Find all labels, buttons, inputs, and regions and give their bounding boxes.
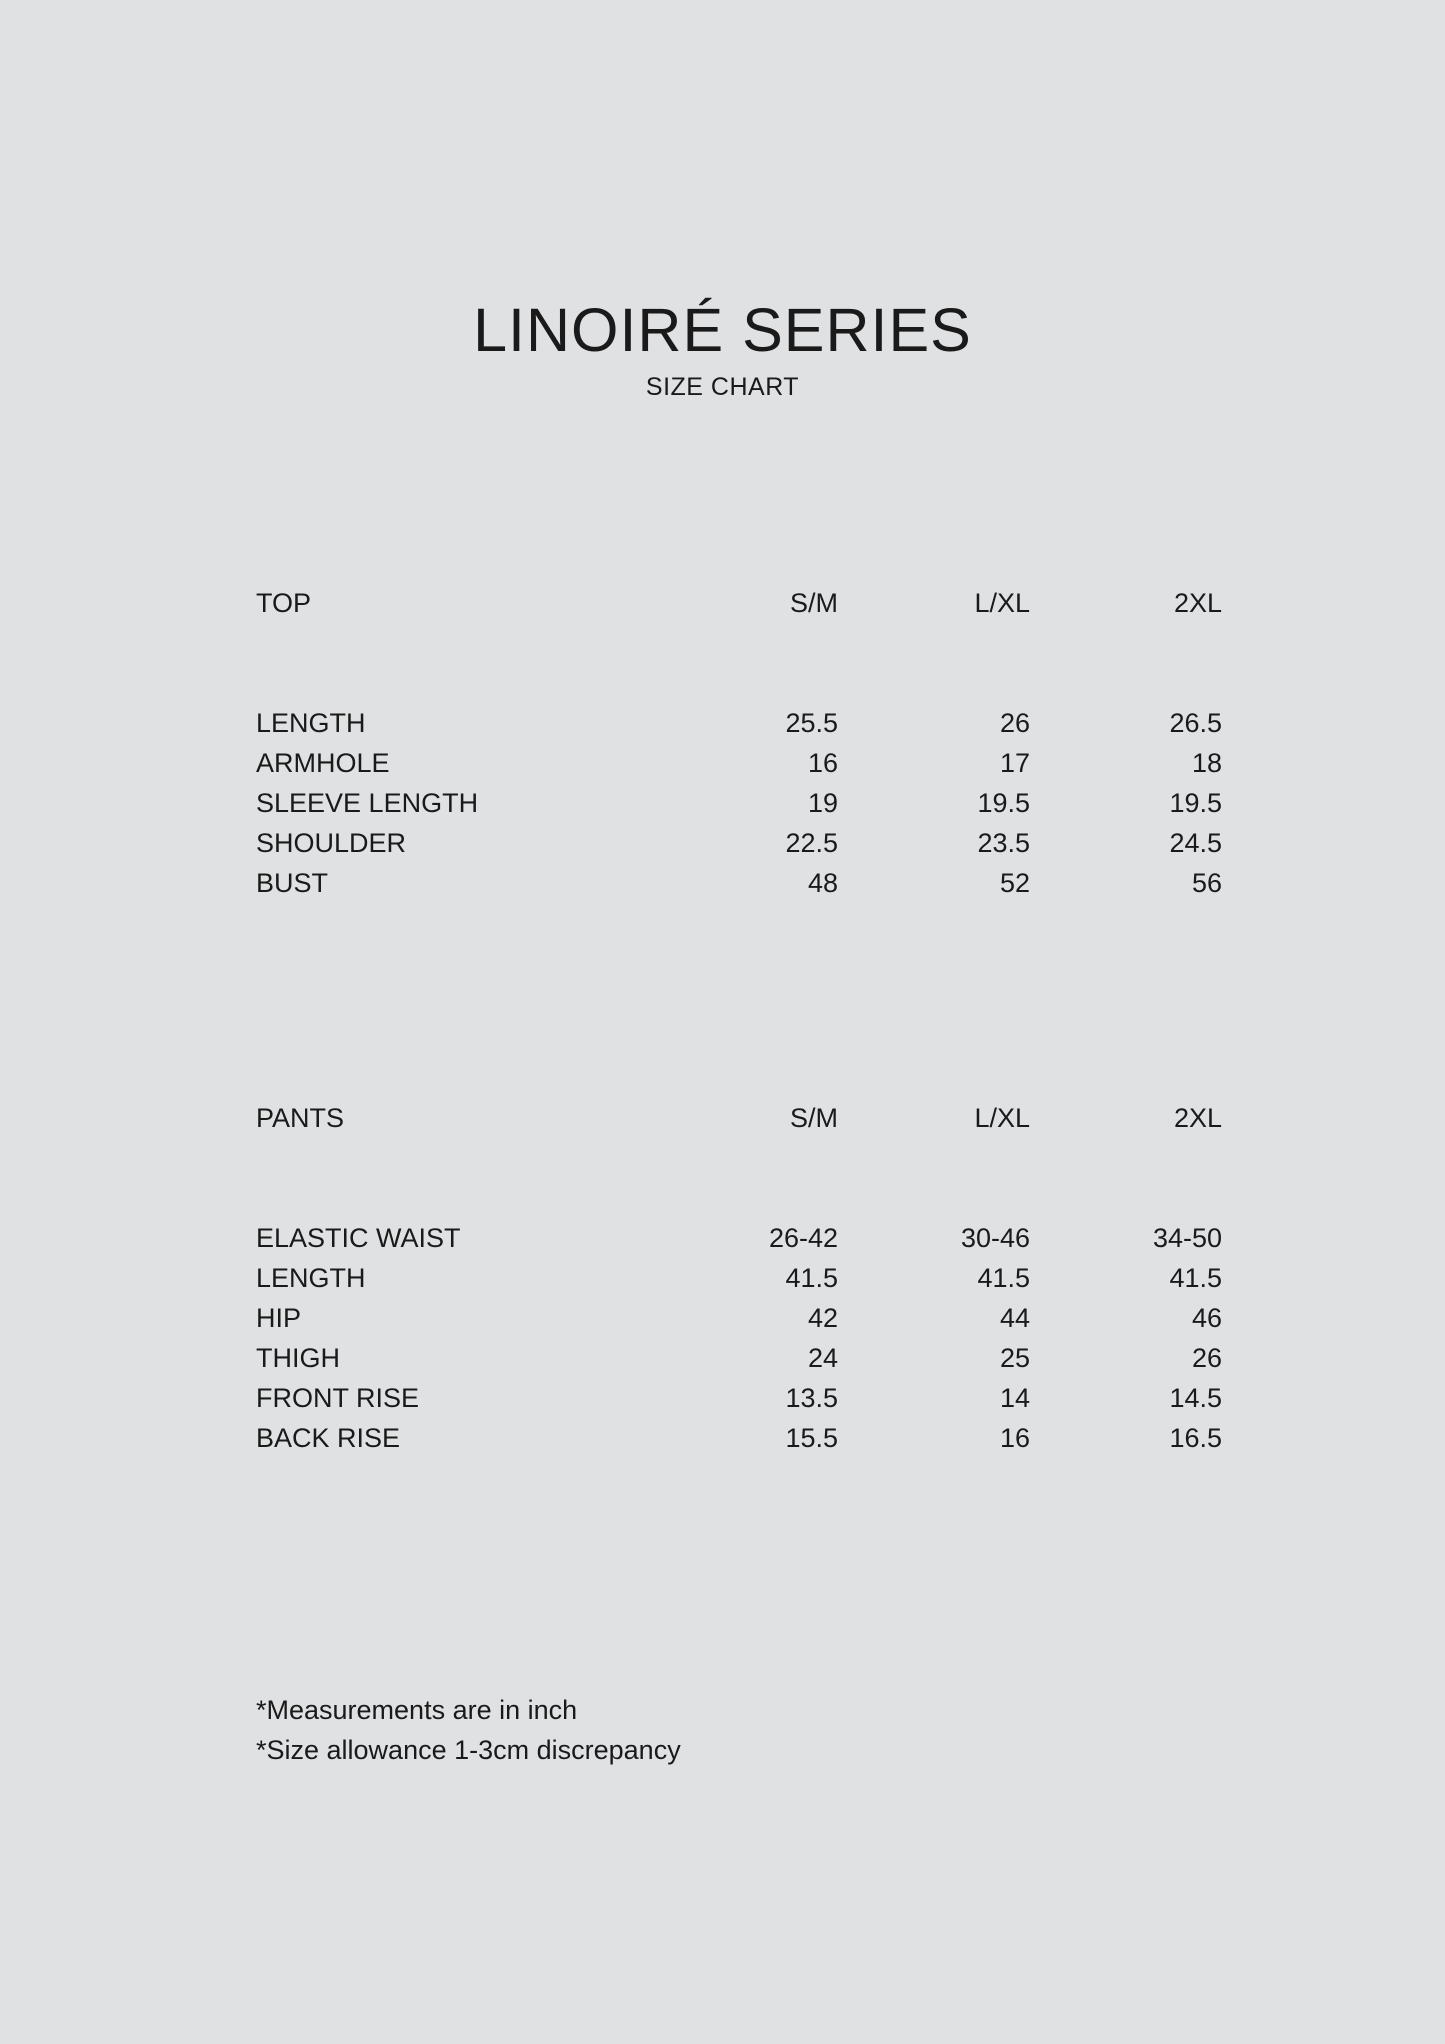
- measurement-value: 56: [1191, 868, 1222, 898]
- size-column-header: 2XL: [1173, 1103, 1222, 1133]
- measurement-value: 16.5: [1169, 1423, 1222, 1453]
- measurement-label: ELASTIC WAIST: [256, 1223, 461, 1253]
- measurement-value: 14: [999, 1383, 1030, 1413]
- page-subtitle: SIZE CHART: [645, 373, 800, 401]
- section-rows: [256, 703, 1222, 903]
- size-column-header: L/XL: [974, 1103, 1030, 1133]
- measurement-label: BACK RISE: [256, 1423, 401, 1453]
- measurement-label: LENGTH: [256, 708, 366, 738]
- measurement-value: 19.5: [1169, 788, 1222, 818]
- measurement-value: 22.5: [785, 828, 838, 858]
- measurement-value: 19.5: [977, 788, 1030, 818]
- size-column-header: S/M: [789, 1103, 838, 1133]
- footnote: *Measurements are in inch: [256, 1695, 578, 1725]
- size-section: [256, 1098, 1222, 1458]
- measurement-row: [256, 1418, 1222, 1458]
- measurement-row: [256, 1298, 1222, 1338]
- measurement-row: [256, 1338, 1222, 1378]
- measurement-label: BUST: [256, 868, 329, 898]
- measurement-value: 14.5: [1169, 1383, 1222, 1413]
- measurement-value: 16: [999, 1423, 1030, 1453]
- measurement-row: [256, 783, 1222, 823]
- measurement-row: [256, 823, 1222, 863]
- measurement-value: 23.5: [977, 828, 1030, 858]
- measurement-row: [256, 1378, 1222, 1418]
- measurement-row: [256, 1218, 1222, 1258]
- measurement-label: SHOULDER: [256, 828, 407, 858]
- measurement-value: 19: [807, 788, 838, 818]
- size-column-header: 2XL: [1173, 588, 1222, 618]
- measurement-label: FRONT RISE: [256, 1383, 420, 1413]
- footnote: *Size allowance 1-3cm discrepancy: [256, 1735, 681, 1765]
- measurement-label: LENGTH: [256, 1263, 366, 1293]
- measurement-value: 25.5: [785, 708, 838, 738]
- measurement-value: 46: [1191, 1303, 1222, 1333]
- section-rows: [256, 1218, 1222, 1458]
- size-section: [256, 583, 1222, 903]
- measurement-label: HIP: [256, 1303, 302, 1333]
- measurement-value: 52: [999, 868, 1030, 898]
- measurement-value: 26.5: [1169, 708, 1222, 738]
- measurement-value: 24: [807, 1343, 838, 1373]
- section-title: TOP: [256, 588, 312, 618]
- measurement-value: 25: [999, 1343, 1030, 1373]
- measurement-label: ARMHOLE: [256, 748, 390, 778]
- measurement-value: 34-50: [1152, 1223, 1222, 1253]
- section-header-row: [256, 583, 1222, 623]
- measurement-value: 30-46: [960, 1223, 1030, 1253]
- measurement-value: 17: [999, 748, 1030, 778]
- section-title: PANTS: [256, 1103, 345, 1133]
- measurement-value: 42: [807, 1303, 838, 1333]
- measurement-value: 15.5: [785, 1423, 838, 1453]
- measurement-value: 26: [1191, 1343, 1222, 1373]
- measurement-value: 24.5: [1169, 828, 1222, 858]
- measurement-row: [256, 863, 1222, 903]
- footnotes: [256, 1690, 1445, 1770]
- size-column-header: S/M: [789, 588, 838, 618]
- page-title: LINOIRÉ SERIES: [473, 296, 972, 364]
- measurement-value: 44: [999, 1303, 1030, 1333]
- measurement-value: 48: [807, 868, 838, 898]
- measurement-value: 41.5: [1169, 1263, 1222, 1293]
- measurement-value: 26: [999, 708, 1030, 738]
- section-header-row: [256, 1098, 1222, 1138]
- measurement-value: 16: [807, 748, 838, 778]
- measurement-value: 26-42: [768, 1223, 838, 1253]
- measurement-row: [256, 703, 1222, 743]
- measurement-label: SLEEVE LENGTH: [256, 788, 479, 818]
- measurement-value: 41.5: [977, 1263, 1030, 1293]
- measurement-row: [256, 743, 1222, 783]
- size-column-header: L/XL: [974, 588, 1030, 618]
- measurement-value: 18: [1191, 748, 1222, 778]
- measurement-label: THIGH: [256, 1343, 340, 1373]
- measurement-row: [256, 1258, 1222, 1298]
- size-sections: [256, 583, 1222, 1458]
- measurement-value: 41.5: [785, 1263, 838, 1293]
- measurement-value: 13.5: [785, 1383, 838, 1413]
